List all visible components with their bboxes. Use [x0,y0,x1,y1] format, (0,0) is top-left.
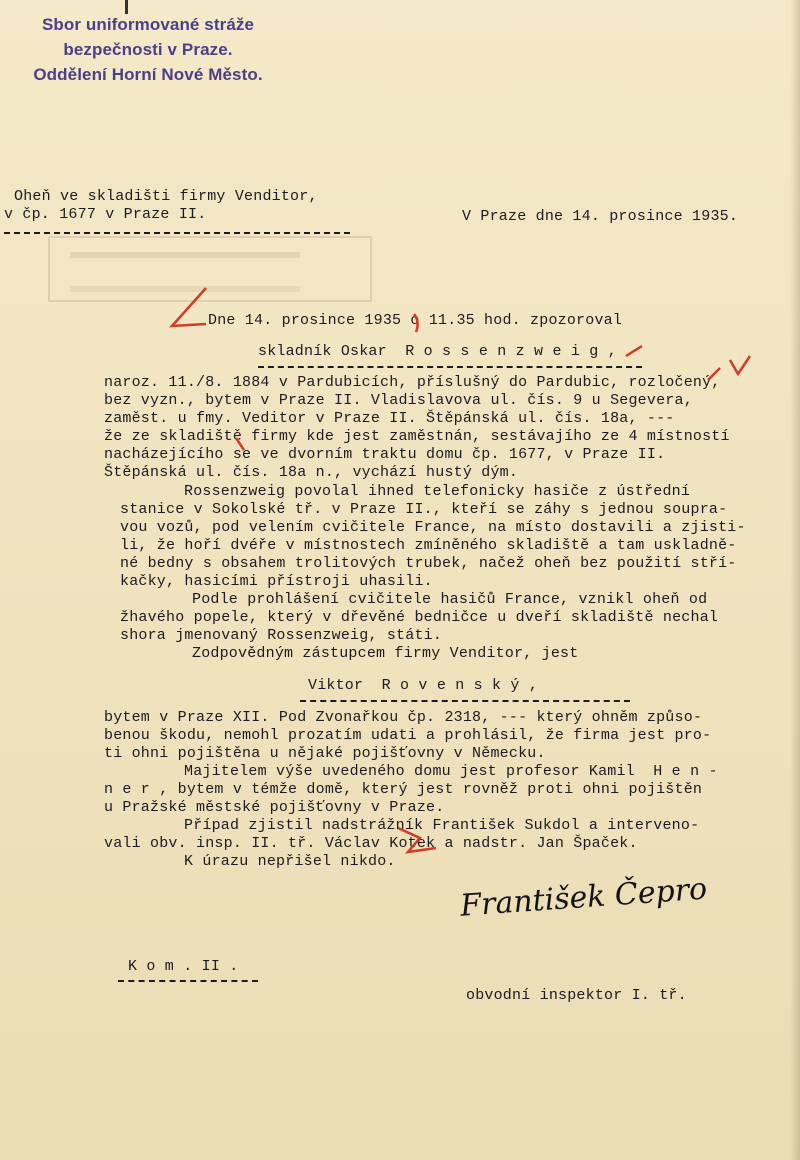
body-line-12: li, že hoří dvéře v místnostech zmíněného skladiště a tam uskladně- [120,537,737,554]
stamp-line-3: Oddělení Horní Nové Město. [33,65,263,84]
body-line-19: Viktor R o v e n s k ý , [308,677,539,694]
body-line-15: Podle prohlášení cvičitele hasičů France, vznikl oheň od [192,591,708,608]
correction-stroke-2 [626,346,642,356]
stamp-line-2: bezpečnosti v Praze. [63,40,233,59]
correction-u-mark [730,356,750,374]
body-line-9: Rossenzweig povolal ihned telefonicky hasiče z ústřední [184,483,691,500]
kom-reference: K o m . II . [128,958,239,975]
body-line-25: u Pražské městské pojišťovny v Praze. [104,799,445,816]
correction-stroke-3 [708,368,720,380]
body-line-20: bytem v Praze XII. Pod Zvonařkou čp. 2318, --- který ohněm způso- [104,709,703,726]
stamp-line-1: Sbor uniformované stráže [41,15,255,34]
body-line-14: kačky, hasicími přístroji uhasili. [120,573,433,590]
body-line-8: Štěpánská ul. čís. 18a n., vychází hustý dým. [104,464,519,481]
subject-line-1: Oheň ve skladišti firmy Venditor, [14,188,318,205]
body-line-1: Dne 14. prosince 1935 o 11.35 hod. zpozoroval [208,312,623,329]
body-line-26: Případ zjistil nadstrážník František Sukdol a interveno- [184,817,700,834]
body-line-28: K úrazu nepřišel nikdo. [184,853,396,870]
signer-title: obvodní inspektor I. tř. [466,987,687,1004]
correction-stroke-1 [414,314,418,332]
body-line-22: ti ohni pojištěna u nějaké pojišťovny v Německu. [104,745,546,762]
body-line-23: Majitelem výše uvedeného domu jest profesor Kamil H e n - [184,763,718,780]
body-line-21: benou škodu, nemohl prozatím udati a prohlásil, že firma jest pro- [104,727,712,744]
body-line-11: vou vozů, pod velením cvičitele France, na místo dostavili a zjisti- [120,519,746,536]
body-line-4: bez vyzn., bytem v Praze II. Vladislavova ul. čís. 9 u Segevera, [104,392,693,409]
body-line-5: zaměst. u fmy. Veditor v Praze II. Štěpánská ul. čís. 18a, --- [104,410,675,427]
body-line-10: stanice v Sokolské tř. v Praze II., kteří se záhy s jednou soupra- [120,501,728,518]
place-and-date: V Praze dne 14. prosince 1935. [462,208,739,225]
body-line-7: nacházejícího se ve dvorním traktu domu čp. 1677, v Praze II. [104,446,666,463]
body-line-17: shora jmenovaný Rossenzweig, státi. [120,627,443,644]
paragraph-mark-1 [172,288,206,326]
body-line-16: žhavého popele, který v dřevěné bedničce u dveří skladiště nechal [120,609,719,626]
body-line-13: né bedny s obsahem trolitových trubek, načež oheň bez použití stří- [120,555,737,572]
body-line-3: naroz. 11./8. 1884 v Pardubicích, příslušný do Pardubic, rozločený, [104,374,721,391]
handwritten-signature: František Čepro [459,871,709,924]
subject-line-2: v čp. 1677 v Praze II. [4,206,207,223]
body-line-6: že ze skladiště firmy kde jest zaměstnán, sestávajího ze 4 místností [104,428,730,445]
body-line-2: skladník Oskar R o s s e n z w e i g , [258,343,617,360]
correction-stroke-4 [236,438,244,450]
body-line-27: vali obv. insp. II. tř. Václav Kotek a nadstr. Jan Špaček. [104,835,638,852]
body-line-24: n e r , bytem v témže domě, který jest rovněž proti ohni pojištěn [104,781,703,798]
body-line-18: Zodpovědným zástupcem firmy Venditor, jest [192,645,579,662]
end-mark [398,828,436,852]
